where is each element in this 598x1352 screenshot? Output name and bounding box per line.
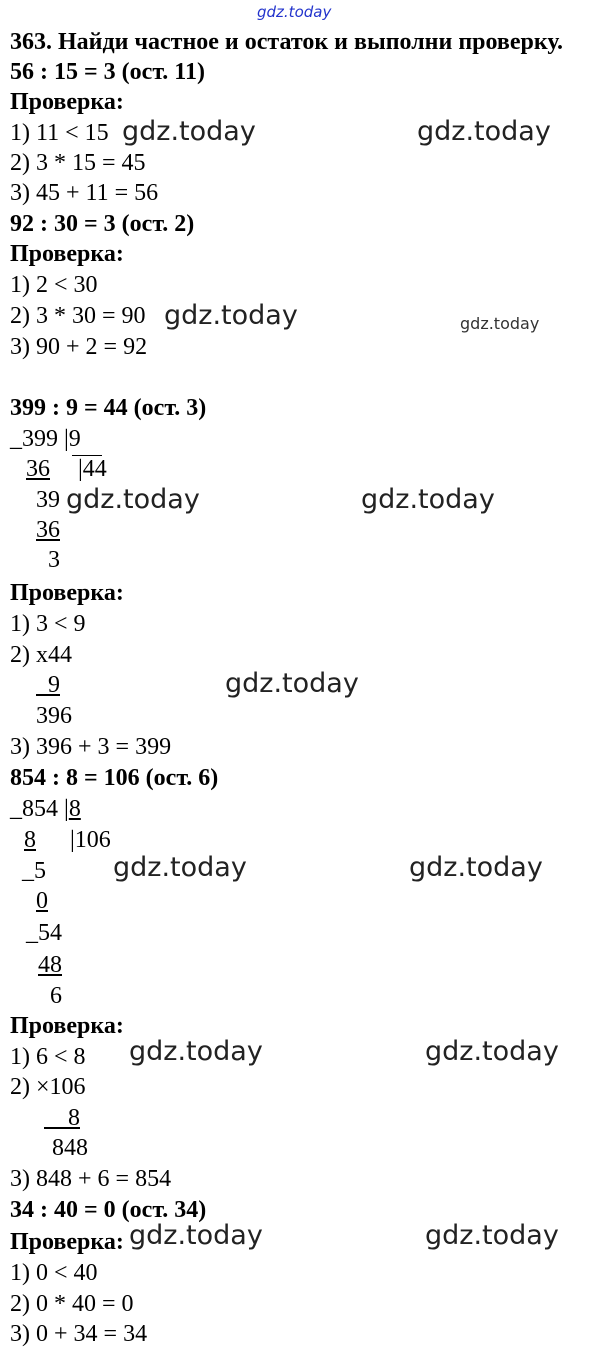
- p2-check-3: 3) 90 + 2 = 92: [10, 334, 148, 360]
- task-heading: 363. Найди частное и остаток и выполни проверку.: [10, 29, 563, 55]
- p2-check-1: 1) 2 < 30: [10, 272, 98, 298]
- p5-check-2: 2) 0 * 40 = 0: [10, 1291, 134, 1317]
- p4-div-remainder: 6: [50, 983, 62, 1009]
- p4-div-row5: _54: [26, 920, 62, 946]
- p4-check-2: 2) ×106: [10, 1074, 86, 1100]
- p4-div-row1: _854 |8: [10, 796, 81, 822]
- watermark: gdz.today: [122, 116, 256, 147]
- watermark: gdz.today: [129, 1036, 263, 1067]
- watermark: gdz.today: [129, 1220, 263, 1251]
- watermark: gdz.today: [417, 116, 551, 147]
- p4-check-1: 1) 6 < 8: [10, 1044, 86, 1070]
- p5-check-1: 1) 0 < 40: [10, 1260, 98, 1286]
- watermark: gdz.today: [361, 484, 495, 515]
- p4-equation: 854 : 8 = 106 (ост. 6): [10, 765, 219, 791]
- p4-mult-result: 848: [52, 1135, 88, 1161]
- p4-div-sub3: 48: [38, 952, 62, 978]
- p3-div-row3: 39: [36, 487, 60, 513]
- p3-check-1: 1) 3 < 9: [10, 611, 86, 637]
- p4-div-sub1: 8: [24, 827, 36, 853]
- watermark: gdz.today: [425, 1036, 559, 1067]
- watermark: gdz.today: [409, 852, 543, 883]
- p1-check-label: Проверка:: [10, 89, 124, 115]
- p2-check-2: 2) 3 * 30 = 90: [10, 303, 146, 329]
- p4-divisor: 8: [68, 796, 81, 822]
- p5-check-3: 3) 0 + 34 = 34: [10, 1321, 148, 1347]
- p3-div-remainder: 3: [48, 547, 60, 573]
- watermark: gdz.today: [225, 668, 359, 699]
- watermark: gdz.today: [460, 314, 540, 333]
- p4-check-label: Проверка:: [10, 1013, 124, 1039]
- p1-check-1: 1) 11 < 15: [10, 120, 109, 146]
- p4-div-quotient: |106: [70, 827, 111, 853]
- watermark: gdz.today: [164, 300, 298, 331]
- p1-check-3: 3) 45 + 11 = 56: [10, 180, 159, 206]
- p5-equation: 34 : 40 = 0 (ост. 34): [10, 1197, 207, 1223]
- p3-mult-factor: 9: [48, 672, 60, 698]
- p3-mult-result: 396: [36, 703, 72, 729]
- watermark: gdz.today: [66, 484, 200, 515]
- p4-div-sub2: 0: [36, 888, 48, 914]
- p3-div-row1: _399 |9: [10, 426, 81, 452]
- p3-div-sub2: 36: [36, 517, 60, 543]
- p2-equation: 92 : 30 = 3 (ост. 2): [10, 211, 195, 237]
- watermark: gdz.today: [425, 1220, 559, 1251]
- watermark: gdz.today: [113, 852, 247, 883]
- p3-equation: 399 : 9 = 44 (ост. 3): [10, 395, 207, 421]
- p4-mult-factor: 8: [68, 1105, 80, 1131]
- watermark-top: gdz.today: [257, 3, 332, 21]
- p3-check-3: 3) 396 + 3 = 399: [10, 734, 172, 760]
- p1-equation: 56 : 15 = 3 (ост. 11): [10, 59, 205, 85]
- p4-check-3: 3) 848 + 6 = 854: [10, 1166, 172, 1192]
- p3-div-quotient: |44: [78, 456, 107, 482]
- p3-check-label: Проверка:: [10, 580, 124, 606]
- p3-check-2: 2) х44: [10, 642, 72, 668]
- p4-div-row3: _5: [22, 858, 46, 884]
- p1-check-2: 2) 3 * 15 = 45: [10, 150, 146, 176]
- p2-check-label: Проверка:: [10, 241, 124, 267]
- p5-check-label: Проверка:: [10, 1229, 124, 1255]
- p3-div-sub1: 36: [26, 456, 50, 482]
